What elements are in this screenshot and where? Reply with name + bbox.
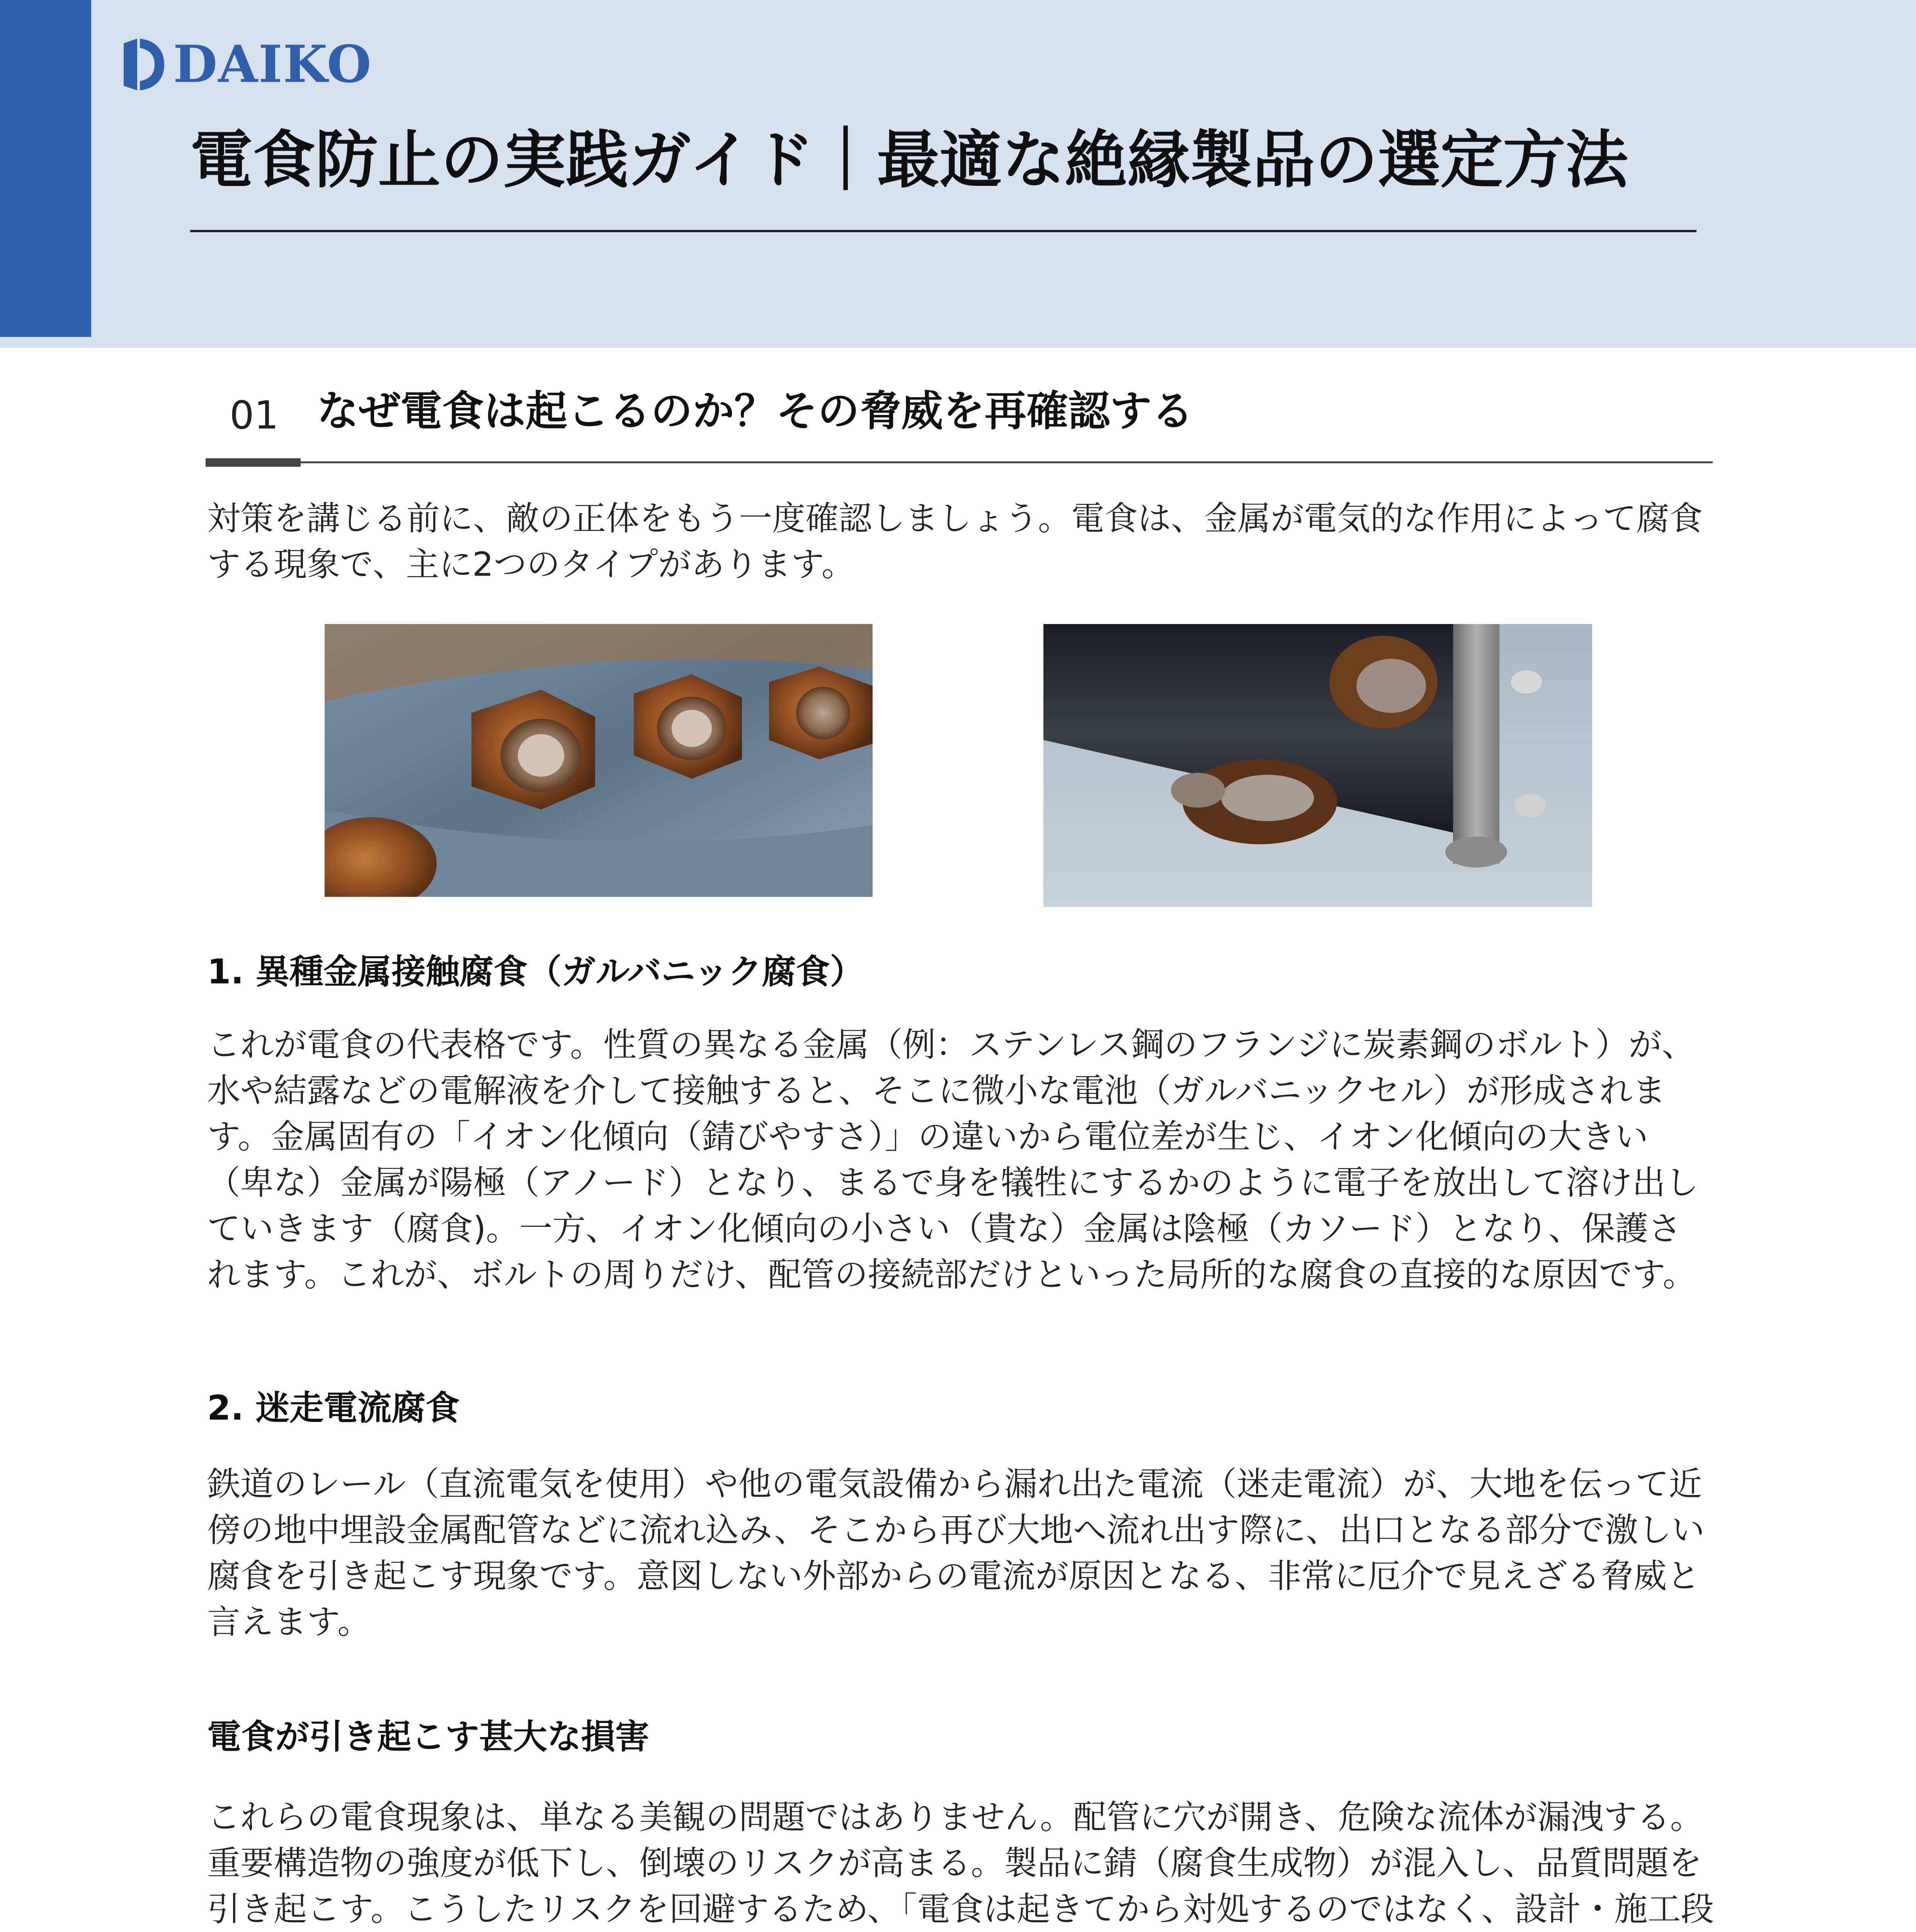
- section-rule: [206, 461, 1713, 463]
- galvanic-paragraph: これが電食の代表格です。性質の異なる金属（例：ステンレス鋼のフランジに炭素鋼のボルト）が、水や結露などの電解液を介して接触すると、そこに微小な電池（ガルバニックセル）が形成されます。金属固有の「イオン化傾向（錆びやすさ）」の違いから電位差が生じ、イオン化傾向の大きい（卑な）金属が陽極（アノード）となり、まるで身を犠牲にするかのように電子を放出して溶け出していきます（腐食)。一方、イオン化傾向の小さい（貴な）金属は陰極（カソード）となり、保護されます。これが、ボルトの周りだけ、配管の接続部だけといった局所的な腐食の直接的な原因です。: [207, 1026, 1699, 1294]
- galvanic-heading: 1. 異種金属接触腐食（ガルバニック腐食）: [207, 952, 864, 992]
- damage-paragraph: これらの電食現象は、単なる美観の問題ではありません。配管に穴が開き、危険な流体が漏洩する。重要構造物の強度が低下し、倒壊のリスクが高まる。製品に錆（腐食生成物）が混入し、品質問題を引き起こす。こうしたリスクを回避するため、「電食は起きてから対処するのではなく、設計・施工段: [207, 1798, 1714, 1929]
- stray-current-heading: 2. 迷走電流腐食: [207, 1388, 460, 1428]
- logo: [116, 32, 372, 97]
- daiko-logo-icon: [116, 36, 166, 94]
- section-rule-accent: [206, 458, 301, 467]
- rusty-flange-bolts-photo: [325, 624, 873, 897]
- page-title: 電食防止の実践ガイド｜最適な絶縁製品の選定方法: [190, 124, 1628, 197]
- header-accent-bar: [0, 0, 91, 337]
- intro-paragraph: 対策を講じる前に、敵の正体をもう一度確認しましょう。電食は、金属が電気的な作用によって腐食する現象で、主に2つのタイプがあります。: [207, 499, 1703, 584]
- stray-current-paragraph: 鉄道のレール（直流電気を使用）や他の電気設備から漏れ出た電流（迷走電流）が、大地を伝って近傍の地中埋設金属配管などに流れ込み、そこから再び大地へ流れ出す際に、出口となる部分で激しい腐食を引き起こす現象です。意図しない外部からの電流が原因となる、非常に厄介で見えざる脅威と言えます。: [207, 1465, 1705, 1641]
- corroded-pipe-joint-photo: [1043, 624, 1592, 907]
- section-title: なぜ電食は起こるのか？その脅威を再確認する: [317, 387, 1194, 435]
- section-number: 01: [230, 393, 279, 438]
- title-rule: [190, 230, 1696, 232]
- logo-text: DAIKO: [173, 34, 372, 94]
- damage-heading: 電食が引き起こす甚大な損害: [207, 1717, 650, 1757]
